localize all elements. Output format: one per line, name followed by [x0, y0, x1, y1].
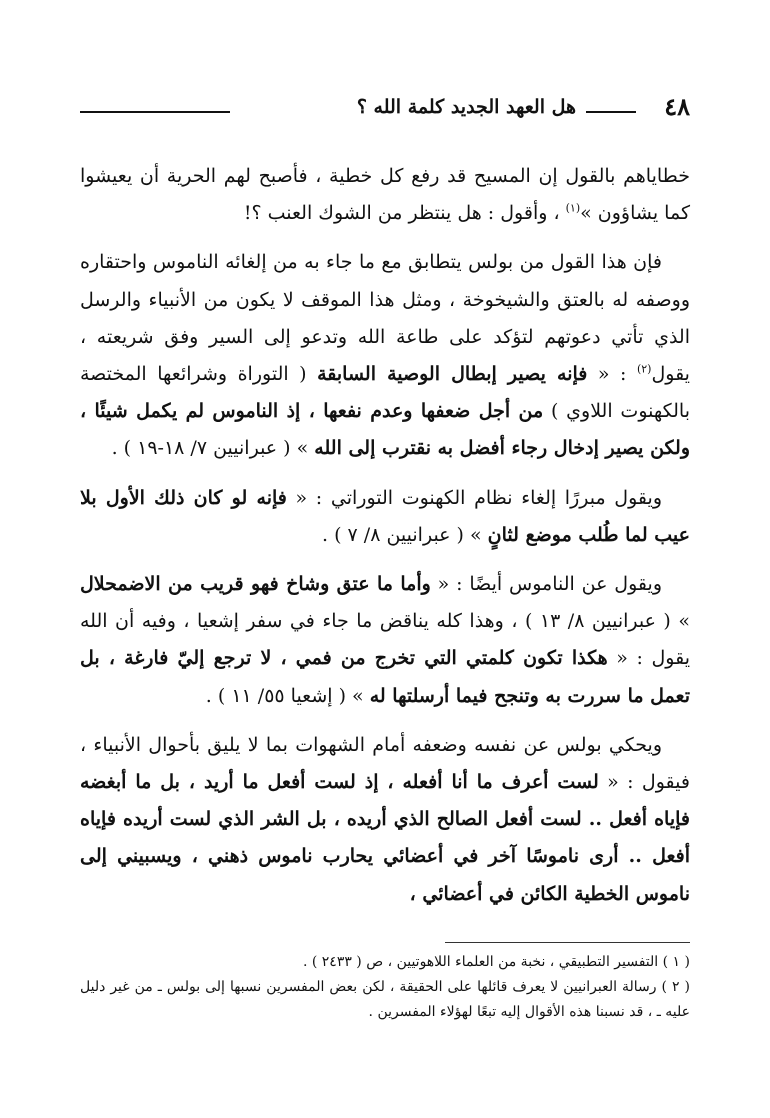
p4-text-2: » ( عبرانيين ٨/ ١٣ ) ، وهذا كله يناقض ما جاء في سفر إشعيا ، وفيه أن الله يقول : « [80, 610, 690, 670]
p4-text-1: ويقول عن الناموس أيضًا : « [430, 573, 662, 596]
p5-quote-1: لست أعرف ما أنا أفعله ، إذ لست أفعل ما أريد ، بل ما أبغضه فإياه أفعل .. لست أفعل الصالح الذي أريده ، بل الشر الذي لست أريده فإياه أفعل .. أرى ناموسًا آخر في أعضائي يحارب ناموس ذهني ، ويسبيني إلى ناموس الخطية الكائن في أعضائي ، [80, 771, 690, 905]
p2-quote-1: فإنه يصير إبطال الوصية السابقة [317, 363, 588, 386]
p1-text-2: ، وأقول : هل ينتظر من الشوك العنب ؟! [243, 202, 566, 225]
p2-text-4: » ( عبرانيين ٧/ ١٨-١٩ ) . [111, 437, 315, 460]
footnote-1: ( ١ ) التفسير التطبيقي ، نخبة من العلماء اللاهوتيين ، ص ( ٢٤٣٣ ) . [302, 954, 690, 970]
paragraph-4 [80, 566, 690, 715]
p3-quote-1: فإنه لو كان ذلك الأول بلا عيب لما طُلب موضع لثانٍ [80, 486, 690, 546]
p2-quote-2: من أجل ضعفها وعدم نفعها ، إذ الناموس لم يكمل شيئًا ، ولكن يصير إدخال رجاء أفضل به نقترب إلى الله [80, 400, 690, 460]
footnote-ref-2: (٢) [636, 362, 652, 376]
footnotes [80, 950, 690, 1025]
p3-text-2: » ( عبرانيين ٨/ ٧ ) . [322, 523, 488, 546]
header-rule-right [586, 111, 636, 113]
p3-text-1: ويقول مبررًا إلغاء نظام الكهنوت التوراتي : « [286, 486, 663, 509]
header-rule-left [80, 111, 230, 113]
footnote-2: ( ٢ ) رسالة العبرانيين لا يعرف قائلها على الحقيقة ، لكن بعض المفسرين نسبها إلى بولس ـ من غير دليل عليه ـ ، قد نسبنا هذه الأقوال إليه تبعًا لهؤلاء المفسرين . [80, 979, 690, 1020]
p5-text-1: ويحكي بولس عن نفسه وضعفه أمام الشهوات بما لا يليق بأحوال الأنبياء ، فيقول : « [80, 733, 690, 794]
paragraph-2 [80, 244, 690, 467]
page-number: ٤٨ [664, 92, 690, 121]
p2-text-1: فإن هذا القول من بولس يتطابق مع ما جاء به من إلغائه الناموس واحتقاره ووصفه له بالعتق والشيخوخة ، ومثل هذا الموقف لا يكون من الأنبياء والرسل الذي تأتي دعوتهم لتؤكد على طاعة الله وتدعو إلى السير وفق شريعته ، يقول [80, 251, 690, 386]
page-header [80, 92, 690, 126]
body-text [80, 158, 690, 925]
footnote-separator [445, 942, 690, 943]
p1-text-1: خطاياهم بالقول إن المسيح قد رفع كل خطية ، فأصبح لهم الحرية أن يعيشوا كما يشاؤون » [80, 165, 690, 225]
p4-text-3: » ( إشعيا ٥٥/ ١١ ) . [205, 684, 370, 707]
paragraph-1 [80, 158, 690, 232]
footnote-ref-1: (١) [565, 201, 581, 215]
paragraph-5 [80, 727, 690, 913]
paragraph-3 [80, 480, 690, 554]
p2-text-2: : « [587, 363, 637, 386]
p4-quote-2: هكذا تكون كلمتي التي تخرج من فمي ، لا ترجع إليّ فارغة ، بل تعمل ما سررت به وتنجح فيما أرسلتها له [80, 647, 690, 707]
p2-text-3: ( التوراة وشرائعها المختصة بالكهنوت اللاوي ) [80, 363, 690, 423]
p4-quote-1: وأما ما عتق وشاخ فهو قريب من الاضمحلال [80, 573, 431, 596]
running-title: هل العهد الجديد كلمة الله ؟ [356, 96, 576, 118]
